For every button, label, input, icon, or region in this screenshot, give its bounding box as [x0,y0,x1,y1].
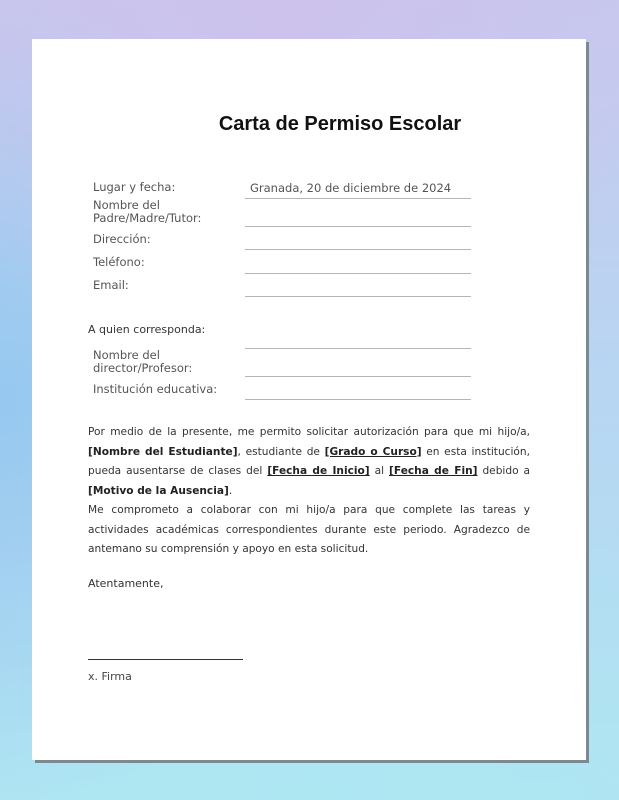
letter-page [32,39,586,760]
text-segment: . [228,484,233,497]
signature-line[interactable] [88,659,243,660]
text-segment: en esta institución, pueda ausentarse de clases del [88,445,530,477]
paragraph-commitment: Me comprometo a colaborar con mi hijo/a para que complete las tareas y actividades académicas correspondientes durante este periodo. Agradezco de antemano su comprensión y apoyo en esta solicitud. [88,504,530,555]
field-parent-name[interactable] [245,226,471,227]
place-date-value: Granada, 20 de diciembre de 2024 [250,181,452,195]
field-address[interactable] [245,249,471,250]
label-institution: Institución educativa: [93,382,218,396]
document-title: Carta de Permiso Escolar [218,113,462,135]
field-institution[interactable] [245,399,471,400]
paragraph-request [88,423,530,501]
placeholder-student-name: [Nombre del Estudiante] [88,445,238,458]
text-segment: debido a [477,465,531,477]
placeholder-start-date: [Fecha de Inicio] [267,465,370,477]
label-director-name: Nombre del director/Profesor: [93,348,193,375]
text-segment: Por medio de la presente, me permito solicitar autorización para que mi hijo/a, [88,426,530,438]
placeholder-grade: [Grado o Curso] [324,445,422,458]
letter-body [88,423,530,560]
field-phone[interactable] [245,273,471,274]
label-email: Email: [93,278,129,292]
field-email[interactable] [245,296,471,297]
closing: Atentamente, [88,577,164,590]
placeholder-reason: [Motivo de la Ausencia] [88,484,229,497]
placeholder-end-date: [Fecha de Fin] [389,465,478,477]
text-segment: , estudiante de [237,445,325,458]
label-address: Dirección: [93,232,151,246]
field-salutation-line[interactable] [245,348,471,349]
label-place-date: Lugar y fecha: [93,180,176,194]
field-place-date[interactable] [245,181,471,199]
field-director-name[interactable] [245,376,471,377]
label-phone: Teléfono: [93,255,145,269]
text-segment: al [369,465,390,477]
signature-label: x. Firma [88,670,132,683]
label-parent-name: Nombre del Padre/Madre/Tutor: [93,198,202,225]
salutation: A quien corresponda: [88,323,206,336]
